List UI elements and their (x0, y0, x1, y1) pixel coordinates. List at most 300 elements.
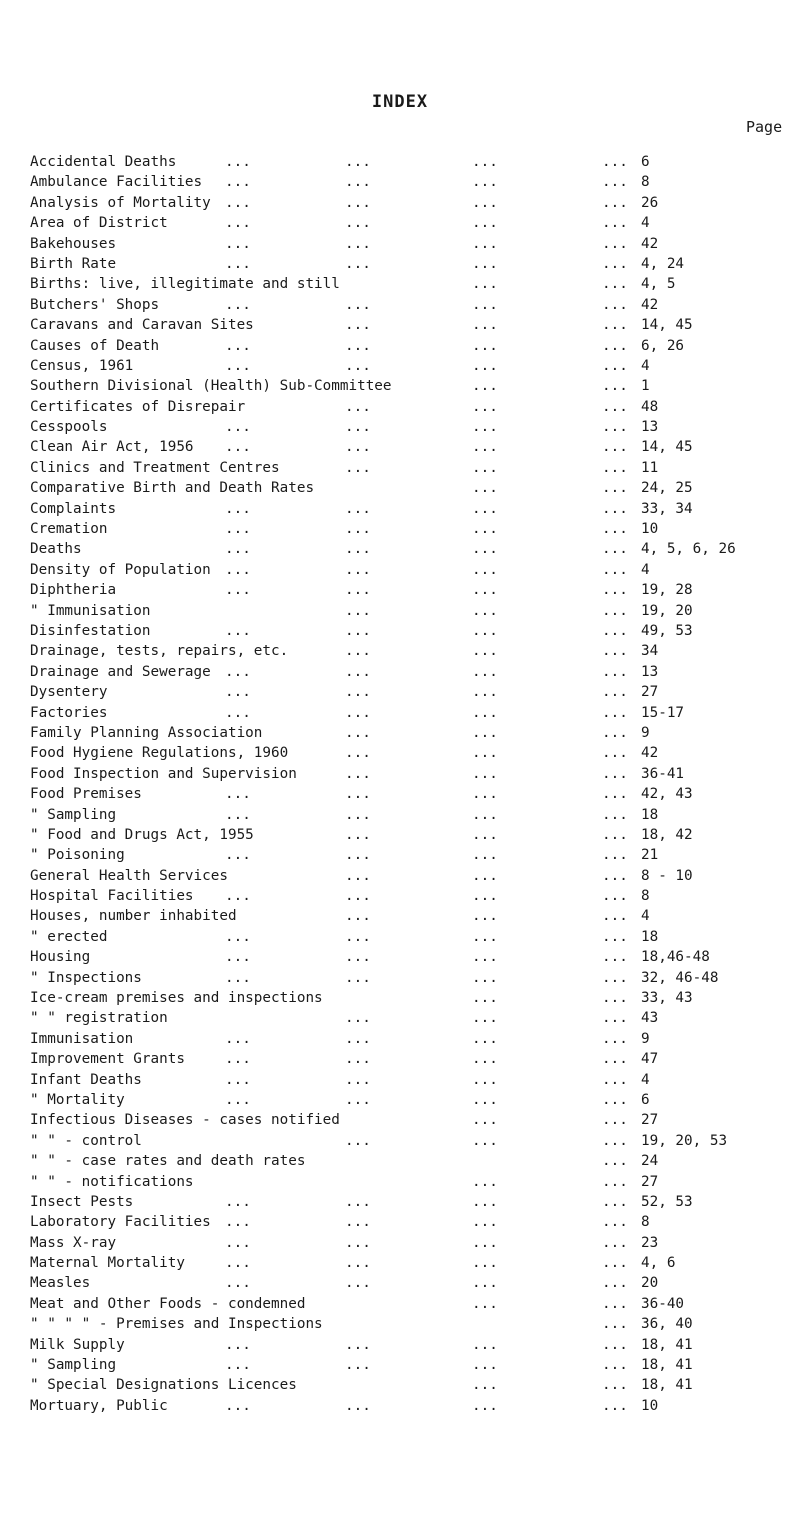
dot-leader: ... (472, 1051, 498, 1068)
entry-page: 4 (641, 357, 650, 374)
dot-leader: ... (602, 439, 628, 456)
dot-leader: ... (472, 1295, 498, 1312)
index-entry (0, 458, 800, 478)
entry-label: Bakehouses (30, 235, 117, 252)
index-entry (0, 1151, 800, 1171)
dot-leader: ... (472, 1173, 498, 1190)
entry-page: 42 (641, 745, 659, 762)
entry-label: Cremation (30, 521, 108, 538)
entry-label: Certificates of Disrepair (30, 398, 246, 415)
dot-leader: ... (472, 439, 498, 456)
dot-leader: ... (225, 806, 251, 823)
dot-leader: ... (472, 1071, 498, 1088)
entry-page: 24, 25 (641, 480, 693, 497)
index-entry (0, 764, 800, 784)
entry-label: Analysis of Mortality (30, 194, 211, 211)
dot-leader: ... (225, 1091, 251, 1108)
dot-leader: ... (602, 602, 628, 619)
entry-page: 48 (641, 398, 659, 415)
index-entry (0, 1110, 800, 1130)
index-entry (0, 682, 800, 702)
dot-leader: ... (472, 235, 498, 252)
dot-leader: ... (472, 317, 498, 334)
index-entry (0, 152, 800, 172)
dot-leader: ... (345, 806, 371, 823)
dot-leader: ... (602, 1153, 628, 1170)
dot-leader: ... (602, 276, 628, 293)
index-entry (0, 315, 800, 335)
index-entry (0, 662, 800, 682)
dot-leader: ... (345, 194, 371, 211)
dot-leader: ... (472, 337, 498, 354)
dot-leader: ... (225, 684, 251, 701)
index-entry (0, 1070, 800, 1090)
entry-page: 1 (641, 378, 650, 395)
entry-page: 10 (641, 1397, 659, 1414)
dot-leader: ... (345, 439, 371, 456)
dot-leader: ... (602, 1316, 628, 1333)
dot-leader: ... (472, 561, 498, 578)
dot-leader: ... (472, 1010, 498, 1027)
entry-label: Infant Deaths (30, 1071, 142, 1088)
entry-page: 13 (641, 663, 659, 680)
entry-page: 18,46-48 (641, 949, 710, 966)
entry-label: Mass X-ray (30, 1234, 117, 1251)
index-entry (0, 1294, 800, 1314)
dot-leader: ... (345, 826, 371, 843)
dot-leader: ... (345, 888, 371, 905)
dot-leader: ... (602, 1295, 628, 1312)
dot-leader: ... (345, 765, 371, 782)
entry-label: Laboratory Facilities (30, 1214, 211, 1231)
dot-leader: ... (602, 847, 628, 864)
dot-leader: ... (472, 1091, 498, 1108)
dot-leader: ... (345, 928, 371, 945)
dot-leader: ... (225, 419, 251, 436)
entry-page: 26 (641, 194, 659, 211)
entry-label: " " - control (30, 1132, 142, 1149)
dot-leader: ... (602, 215, 628, 232)
dot-leader: ... (345, 1234, 371, 1251)
entry-page: 34 (641, 643, 659, 660)
entry-label: Births: live, illegitimate and still (30, 276, 340, 293)
index-entry (0, 539, 800, 559)
entry-page: 4 (641, 561, 650, 578)
dot-leader: ... (225, 235, 251, 252)
dot-leader: ... (472, 541, 498, 558)
dot-leader: ... (472, 888, 498, 905)
entry-page: 18, 41 (641, 1377, 693, 1394)
dot-leader: ... (345, 561, 371, 578)
dot-leader: ... (225, 663, 251, 680)
dot-leader: ... (602, 826, 628, 843)
entry-page: 8 (641, 888, 650, 905)
index-entry (0, 417, 800, 437)
entry-label: General Health Services (30, 867, 228, 884)
entry-label: Family Planning Association (30, 724, 263, 741)
index-entry (0, 1192, 800, 1212)
entry-label: " Sampling (30, 806, 117, 823)
entry-page: 4, 5 (641, 276, 676, 293)
index-entry (0, 1273, 800, 1293)
entry-label: Drainage, tests, repairs, etc. (30, 643, 289, 660)
dot-leader: ... (602, 1336, 628, 1353)
entry-label: " erected (30, 928, 108, 945)
dot-leader: ... (345, 745, 371, 762)
dot-leader: ... (345, 1357, 371, 1374)
entry-label: Measles (30, 1275, 91, 1292)
index-entry (0, 1008, 800, 1028)
dot-leader: ... (225, 949, 251, 966)
dot-leader: ... (225, 1051, 251, 1068)
entry-page: 8 - 10 (641, 867, 693, 884)
entry-label: Houses, number inhabited (30, 908, 237, 925)
entry-page: 14, 45 (641, 439, 693, 456)
entry-page: 42 (641, 296, 659, 313)
dot-leader: ... (472, 1336, 498, 1353)
dot-leader: ... (602, 1275, 628, 1292)
entry-page: 27 (641, 1173, 659, 1190)
index-entry (0, 1396, 800, 1416)
dot-leader: ... (225, 1357, 251, 1374)
entry-page: 32, 46-48 (641, 969, 719, 986)
entry-page: 49, 53 (641, 622, 693, 639)
dot-leader: ... (345, 541, 371, 558)
dot-leader: ... (602, 1214, 628, 1231)
dot-leader: ... (602, 622, 628, 639)
entry-label: Complaints (30, 500, 117, 517)
entry-page: 19, 28 (641, 582, 693, 599)
dot-leader: ... (472, 419, 498, 436)
dot-leader: ... (472, 1193, 498, 1210)
index-entry (0, 1029, 800, 1049)
dot-leader: ... (225, 337, 251, 354)
entry-page: 21 (641, 847, 659, 864)
index-entry (0, 478, 800, 498)
dot-leader: ... (345, 1051, 371, 1068)
dot-leader: ... (225, 622, 251, 639)
dot-leader: ... (602, 317, 628, 334)
index-entry (0, 1233, 800, 1253)
entry-page: 4, 5, 6, 26 (641, 541, 736, 558)
index-entry (0, 172, 800, 192)
dot-leader: ... (345, 1010, 371, 1027)
dot-leader: ... (345, 684, 371, 701)
entry-label: Causes of Death (30, 337, 160, 354)
entry-label: Dysentery (30, 684, 108, 701)
entry-page: 20 (641, 1275, 659, 1292)
dot-leader: ... (225, 255, 251, 272)
dot-leader: ... (602, 990, 628, 1007)
dot-leader: ... (225, 847, 251, 864)
index-entry (0, 397, 800, 417)
index-entry (0, 437, 800, 457)
dot-leader: ... (345, 1255, 371, 1272)
entry-page: 18, 41 (641, 1336, 693, 1353)
dot-leader: ... (472, 174, 498, 191)
entry-page: 11 (641, 459, 659, 476)
dot-leader: ... (602, 337, 628, 354)
index-entry (0, 621, 800, 641)
entry-page: 33, 34 (641, 500, 693, 517)
dot-leader: ... (225, 1234, 251, 1251)
index-entry (0, 274, 800, 294)
dot-leader: ... (472, 867, 498, 884)
entry-page: 19, 20 (641, 602, 693, 619)
dot-leader: ... (472, 276, 498, 293)
entry-label: Factories (30, 704, 108, 721)
entry-label: Diphtheria (30, 582, 117, 599)
dot-leader: ... (225, 1030, 251, 1047)
dot-leader: ... (225, 357, 251, 374)
entry-page: 4 (641, 908, 650, 925)
dot-leader: ... (225, 1214, 251, 1231)
dot-leader: ... (472, 357, 498, 374)
entry-label: " Inspections (30, 969, 142, 986)
dot-leader: ... (345, 337, 371, 354)
entry-page: 24 (641, 1153, 659, 1170)
entry-label: Hospital Facilities (30, 888, 194, 905)
index-entry (0, 356, 800, 376)
dot-leader: ... (345, 643, 371, 660)
index-entry (0, 1090, 800, 1110)
dot-leader: ... (345, 1214, 371, 1231)
entry-label: Caravans and Caravan Sites (30, 317, 254, 334)
entry-page: 8 (641, 174, 650, 191)
dot-leader: ... (225, 194, 251, 211)
dot-leader: ... (602, 643, 628, 660)
dot-leader: ... (602, 908, 628, 925)
dot-leader: ... (225, 541, 251, 558)
index-entry (0, 580, 800, 600)
entry-label: " " " " - Premises and Inspections (30, 1316, 323, 1333)
entry-page: 43 (641, 1010, 659, 1027)
dot-leader: ... (602, 1377, 628, 1394)
dot-leader: ... (472, 847, 498, 864)
entry-label: Clinics and Treatment Centres (30, 459, 280, 476)
dot-leader: ... (602, 255, 628, 272)
dot-leader: ... (345, 296, 371, 313)
dot-leader: ... (602, 561, 628, 578)
index-entry (0, 1253, 800, 1273)
index-entry (0, 703, 800, 723)
index-entry (0, 499, 800, 519)
entry-page: 42, 43 (641, 786, 693, 803)
entry-page: 18, 41 (641, 1357, 693, 1374)
dot-leader: ... (472, 928, 498, 945)
dot-leader: ... (602, 724, 628, 741)
entry-label: " Immunisation (30, 602, 151, 619)
index-entry (0, 213, 800, 233)
entry-label: Clean Air Act, 1956 (30, 439, 194, 456)
entry-page: 36-40 (641, 1295, 685, 1312)
dot-leader: ... (602, 459, 628, 476)
dot-leader: ... (345, 357, 371, 374)
entry-label: Maternal Mortality (30, 1255, 185, 1272)
dot-leader: ... (602, 521, 628, 538)
entry-label: Butchers' Shops (30, 296, 160, 313)
dot-leader: ... (602, 1112, 628, 1129)
dot-leader: ... (345, 215, 371, 232)
dot-leader: ... (472, 215, 498, 232)
entry-page: 4, 24 (641, 255, 685, 272)
entry-label: " Poisoning (30, 847, 125, 864)
dot-leader: ... (602, 296, 628, 313)
dot-leader: ... (345, 1275, 371, 1292)
dot-leader: ... (472, 949, 498, 966)
dot-leader: ... (602, 194, 628, 211)
dot-leader: ... (602, 928, 628, 945)
dot-leader: ... (345, 908, 371, 925)
index-entry (0, 784, 800, 804)
index-title: INDEX (371, 92, 429, 112)
dot-leader: ... (602, 1234, 628, 1251)
dot-leader: ... (472, 602, 498, 619)
dot-leader: ... (602, 582, 628, 599)
dot-leader: ... (345, 174, 371, 191)
entry-label: Milk Supply (30, 1336, 125, 1353)
dot-leader: ... (472, 765, 498, 782)
dot-leader: ... (225, 1255, 251, 1272)
entry-page: 52, 53 (641, 1193, 693, 1210)
index-entry (0, 1049, 800, 1069)
dot-leader: ... (602, 1030, 628, 1047)
entry-label: Density of Population (30, 561, 211, 578)
dot-leader: ... (345, 500, 371, 517)
index-entry (0, 519, 800, 539)
dot-leader: ... (472, 378, 498, 395)
entry-page: 19, 20, 53 (641, 1132, 728, 1149)
index-entry (0, 1314, 800, 1334)
dot-leader: ... (225, 1275, 251, 1292)
dot-leader: ... (225, 1193, 251, 1210)
entry-label: Housing (30, 949, 91, 966)
dot-leader: ... (225, 439, 251, 456)
entry-label: Deaths (30, 541, 82, 558)
dot-leader: ... (602, 419, 628, 436)
entry-page: 36, 40 (641, 1316, 693, 1333)
dot-leader: ... (225, 888, 251, 905)
index-entry (0, 947, 800, 967)
dot-leader: ... (602, 786, 628, 803)
index-entry (0, 988, 800, 1008)
index-entry (0, 886, 800, 906)
dot-leader: ... (345, 1071, 371, 1088)
entry-page: 33, 43 (641, 990, 693, 1007)
dot-leader: ... (225, 704, 251, 721)
dot-leader: ... (472, 521, 498, 538)
dot-leader: ... (472, 154, 498, 170)
entry-page: 27 (641, 1112, 659, 1129)
dot-leader: ... (602, 500, 628, 517)
dot-leader: ... (225, 154, 251, 170)
entry-label: Cesspools (30, 419, 108, 436)
dot-leader: ... (225, 521, 251, 538)
dot-leader: ... (225, 500, 251, 517)
dot-leader: ... (345, 1397, 371, 1414)
dot-leader: ... (472, 1255, 498, 1272)
entry-label: Infectious Diseases - cases notified (30, 1112, 340, 1129)
dot-leader: ... (225, 786, 251, 803)
dot-leader: ... (602, 1397, 628, 1414)
dot-leader: ... (345, 459, 371, 476)
index-entry (0, 845, 800, 865)
entry-label: " " - case rates and death rates (30, 1153, 306, 1170)
index-entry (0, 906, 800, 926)
dot-leader: ... (602, 1193, 628, 1210)
dot-leader: ... (602, 1010, 628, 1027)
dot-leader: ... (602, 745, 628, 762)
dot-leader: ... (602, 806, 628, 823)
dot-leader: ... (472, 990, 498, 1007)
dot-leader: ... (472, 1397, 498, 1414)
dot-leader: ... (225, 928, 251, 945)
dot-leader: ... (345, 602, 371, 619)
index-entry (0, 336, 800, 356)
dot-leader: ... (472, 1357, 498, 1374)
dot-leader: ... (345, 786, 371, 803)
entry-label: Disinfestation (30, 622, 151, 639)
dot-leader: ... (345, 622, 371, 639)
entry-label: Census, 1961 (30, 357, 134, 374)
dot-leader: ... (472, 786, 498, 803)
entry-page: 23 (641, 1234, 659, 1251)
entry-label: Improvement Grants (30, 1051, 185, 1068)
dot-leader: ... (602, 663, 628, 680)
dot-leader: ... (602, 480, 628, 497)
index-entry (0, 601, 800, 621)
entry-page: 18 (641, 928, 659, 945)
dot-leader: ... (602, 1255, 628, 1272)
index-entry (0, 376, 800, 396)
entry-label: Area of District (30, 215, 168, 232)
dot-leader: ... (472, 663, 498, 680)
entry-page: 27 (641, 684, 659, 701)
dot-leader: ... (472, 582, 498, 599)
dot-leader: ... (472, 745, 498, 762)
index-entry (0, 866, 800, 886)
index-entry (0, 1212, 800, 1232)
dot-leader: ... (225, 1071, 251, 1088)
dot-leader: ... (602, 1051, 628, 1068)
dot-leader: ... (602, 541, 628, 558)
dot-leader: ... (472, 969, 498, 986)
dot-leader: ... (472, 1377, 498, 1394)
dot-leader: ... (602, 1091, 628, 1108)
entry-label: " Special Designations Licences (30, 1377, 297, 1394)
dot-leader: ... (472, 724, 498, 741)
dot-leader: ... (225, 1397, 251, 1414)
dot-leader: ... (472, 1275, 498, 1292)
entry-page: 8 (641, 1214, 650, 1231)
dot-leader: ... (602, 969, 628, 986)
dot-leader: ... (472, 500, 498, 517)
dot-leader: ... (472, 1214, 498, 1231)
index-entry (0, 560, 800, 580)
index-entry (0, 805, 800, 825)
dot-leader: ... (602, 357, 628, 374)
entry-page: 13 (641, 419, 659, 436)
index-entry (0, 825, 800, 845)
dot-leader: ... (602, 867, 628, 884)
dot-leader: ... (602, 235, 628, 252)
dot-leader: ... (472, 1030, 498, 1047)
entry-label: " " - notifications (30, 1173, 194, 1190)
entry-label: Immunisation (30, 1030, 134, 1047)
dot-leader: ... (602, 398, 628, 415)
dot-leader: ... (472, 459, 498, 476)
dot-leader: ... (602, 684, 628, 701)
